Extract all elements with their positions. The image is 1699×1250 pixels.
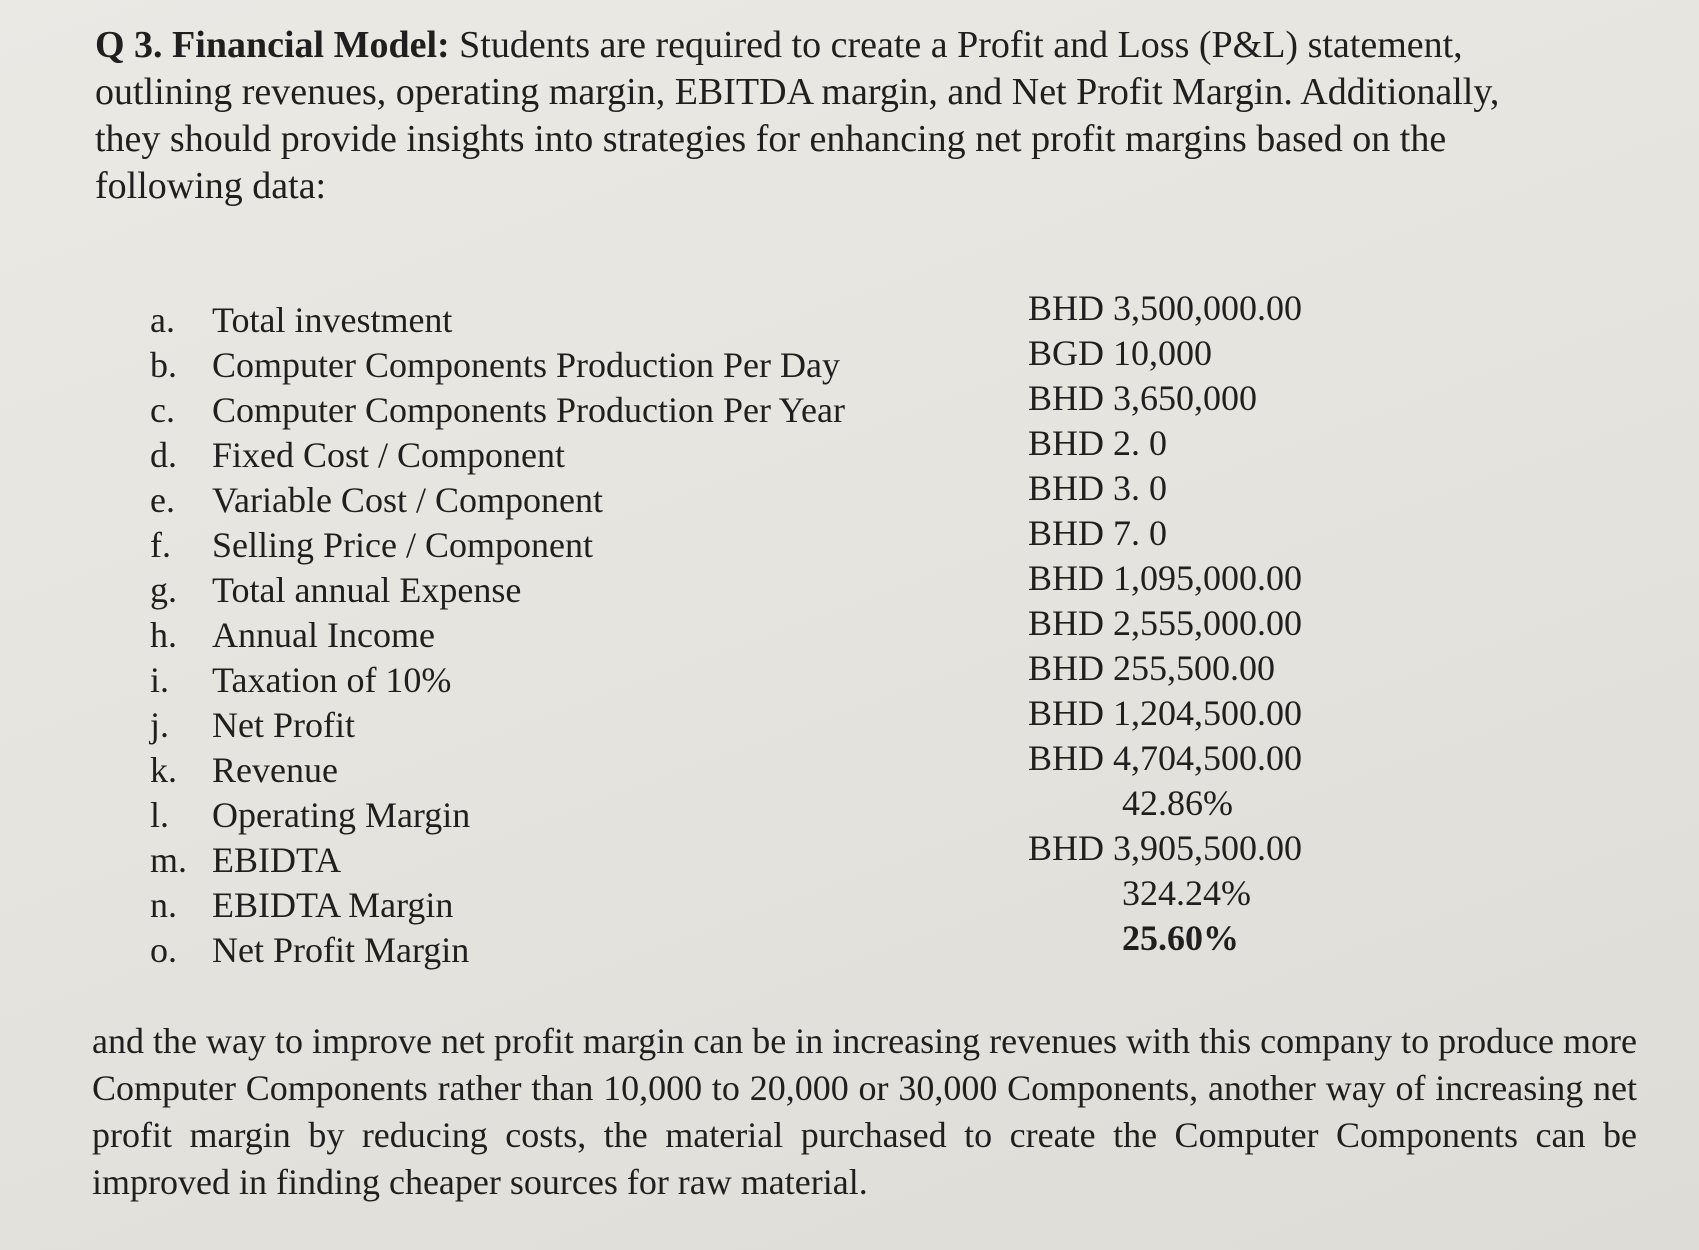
item-value: 25.60% — [1122, 918, 1239, 958]
item-letter: m. — [150, 840, 188, 880]
item-value: BHD 2. 0 — [1028, 423, 1168, 463]
item-value: BHD 2,555,000.00 — [1028, 603, 1303, 643]
item-letter: g. — [150, 570, 177, 610]
item-letter: a. — [150, 300, 175, 340]
item-letter: i. — [150, 660, 170, 700]
item-label: Selling Price / Component — [212, 525, 593, 565]
item-label: Annual Income — [212, 615, 435, 655]
item-label: EBIDTA Margin — [212, 885, 454, 925]
list-item — [150, 468, 1450, 523]
item-letter: j. — [150, 705, 170, 745]
conclusion-paragraph: and the way to improve net profit margin can be in increasing revenues with this company to produce more Computer Components rather than 10,000 to 20,000 or 30,000 Components, another way of increasing net profit margin by reducing costs, the material purchased to create the Computer Components can be improved in finding cheaper sources for raw material. — [92, 1021, 1637, 1202]
item-label: Computer Components Production Per Day — [212, 345, 840, 385]
item-letter: d. — [150, 435, 177, 475]
item-label: Variable Cost / Component — [212, 480, 603, 520]
item-letter: h. — [150, 615, 177, 655]
item-letter: k. — [150, 750, 177, 790]
list-item — [150, 918, 1450, 973]
item-letter: n. — [150, 885, 177, 925]
item-value: 324.24% — [1122, 873, 1251, 913]
list-item — [150, 873, 1450, 928]
item-label: Revenue — [212, 750, 338, 790]
item-value: BHD 1,095,000.00 — [1028, 558, 1303, 598]
item-value: 42.86% — [1122, 783, 1233, 823]
item-label: Net Profit — [212, 705, 355, 745]
item-letter: b. — [150, 345, 177, 385]
item-label: Total investment — [212, 300, 453, 340]
data-list — [150, 288, 1450, 973]
item-value: BHD 7. 0 — [1028, 513, 1168, 553]
item-value: BHD 255,500.00 — [1028, 648, 1276, 688]
item-value: BHD 1,204,500.00 — [1028, 693, 1303, 733]
item-letter: o. — [150, 930, 177, 970]
item-label: Operating Margin — [212, 795, 471, 835]
item-letter: e. — [150, 480, 175, 520]
item-label: Taxation of 10% — [212, 660, 452, 700]
list-item — [150, 828, 1450, 883]
list-item — [150, 738, 1450, 793]
question-text: Students are required to create a Profit and Loss (P&L) statement, outlining revenues, operating margin, EBITDA margin, and Net Profit Margin. Additionally, they should provide insights into strategies for enhancing net profit margins based on the following data: — [95, 24, 1500, 207]
item-label: EBIDTA — [212, 840, 342, 880]
item-label: Fixed Cost / Component — [212, 435, 566, 475]
item-label: Computer Components Production Per Year — [212, 390, 845, 430]
list-item — [150, 423, 1450, 478]
question-paragraph — [95, 22, 1555, 210]
item-letter: l. — [150, 795, 170, 835]
item-value: BGD 10,000 — [1028, 333, 1213, 373]
list-item — [150, 378, 1450, 433]
question-label: Q 3. Financial Model: — [95, 24, 450, 66]
item-value: BHD 3,500,000.00 — [1028, 288, 1303, 328]
list-item — [150, 288, 1450, 343]
item-letter: f. — [150, 525, 171, 565]
item-value: BHD 4,704,500.00 — [1028, 738, 1303, 778]
item-letter: c. — [150, 390, 175, 430]
item-value: BHD 3. 0 — [1028, 468, 1168, 508]
item-label: Net Profit Margin — [212, 930, 470, 970]
item-label: Total annual Expense — [212, 570, 522, 610]
item-value: BHD 3,650,000 — [1028, 378, 1258, 418]
item-value: BHD 3,905,500.00 — [1028, 828, 1303, 868]
